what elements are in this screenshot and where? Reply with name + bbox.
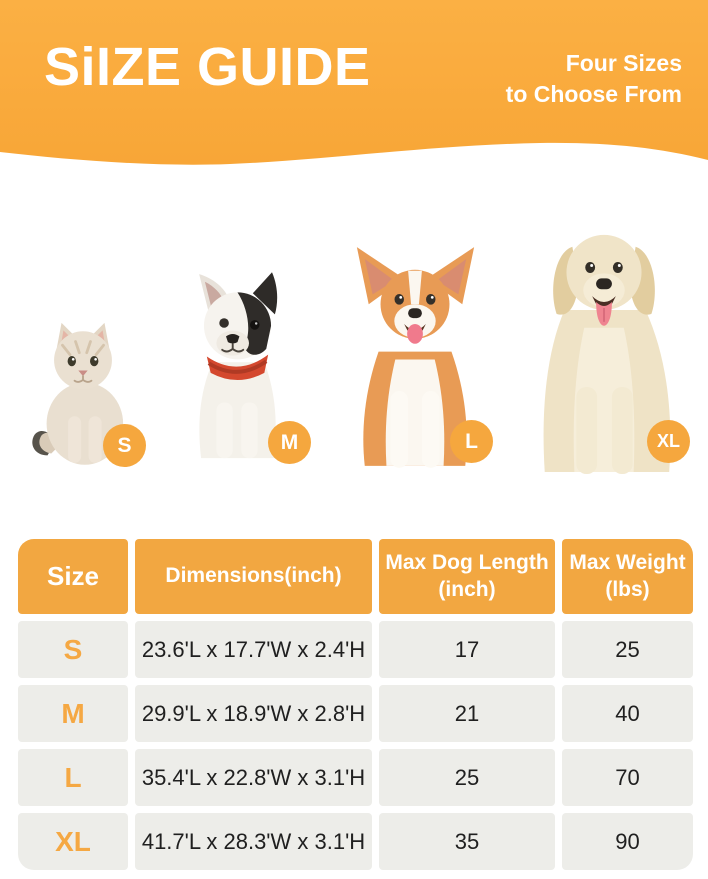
table-row-m-max-dog-length: 21 (379, 685, 555, 742)
table-row-xl-dimensions: 41.7'L x 28.3'W x 3.1'H (135, 813, 372, 870)
table-row-l-max-dog-length: 25 (379, 749, 555, 806)
table-row-xl-size: XL (18, 813, 128, 870)
column-header-size: Size (18, 539, 128, 614)
table-row-s-size: S (18, 621, 128, 678)
table-row-s-dimensions: 23.6'L x 17.7'W x 2.4'H (135, 621, 372, 678)
table-row-l-size: L (18, 749, 128, 806)
column-header-dimensions: Dimensions(inch) (135, 539, 372, 614)
subtitle-line-2: to Choose From (505, 81, 682, 107)
table-row-xl-max-weight: 90 (562, 813, 693, 870)
column-header-max-dog-length: Max Dog Length (inch) (379, 539, 555, 614)
table-row-l-dimensions: 35.4'L x 22.8'W x 3.1'H (135, 749, 372, 806)
table-row-m-max-weight: 40 (562, 685, 693, 742)
table-row-m-dimensions: 29.9'L x 18.9'W x 2.8'H (135, 685, 372, 742)
table-row-s-max-dog-length: 17 (379, 621, 555, 678)
size-table (18, 539, 693, 870)
table-row-xl-max-dog-length: 35 (379, 813, 555, 870)
header-subtitle (506, 48, 682, 110)
size-badge-s: S (103, 424, 146, 467)
page-title: SiIZE GUIDE (44, 37, 371, 97)
size-badge-m: M (268, 421, 311, 464)
table-row-l-max-weight: 70 (562, 749, 693, 806)
size-badge-l: L (450, 420, 493, 463)
subtitle-line-1: Four Sizes (565, 50, 682, 76)
table-row-s-max-weight: 25 (562, 621, 693, 678)
column-header-max-weight: Max Weight (lbs) (562, 539, 693, 614)
table-row-m-size: M (18, 685, 128, 742)
size-badge-xl: XL (647, 420, 690, 463)
